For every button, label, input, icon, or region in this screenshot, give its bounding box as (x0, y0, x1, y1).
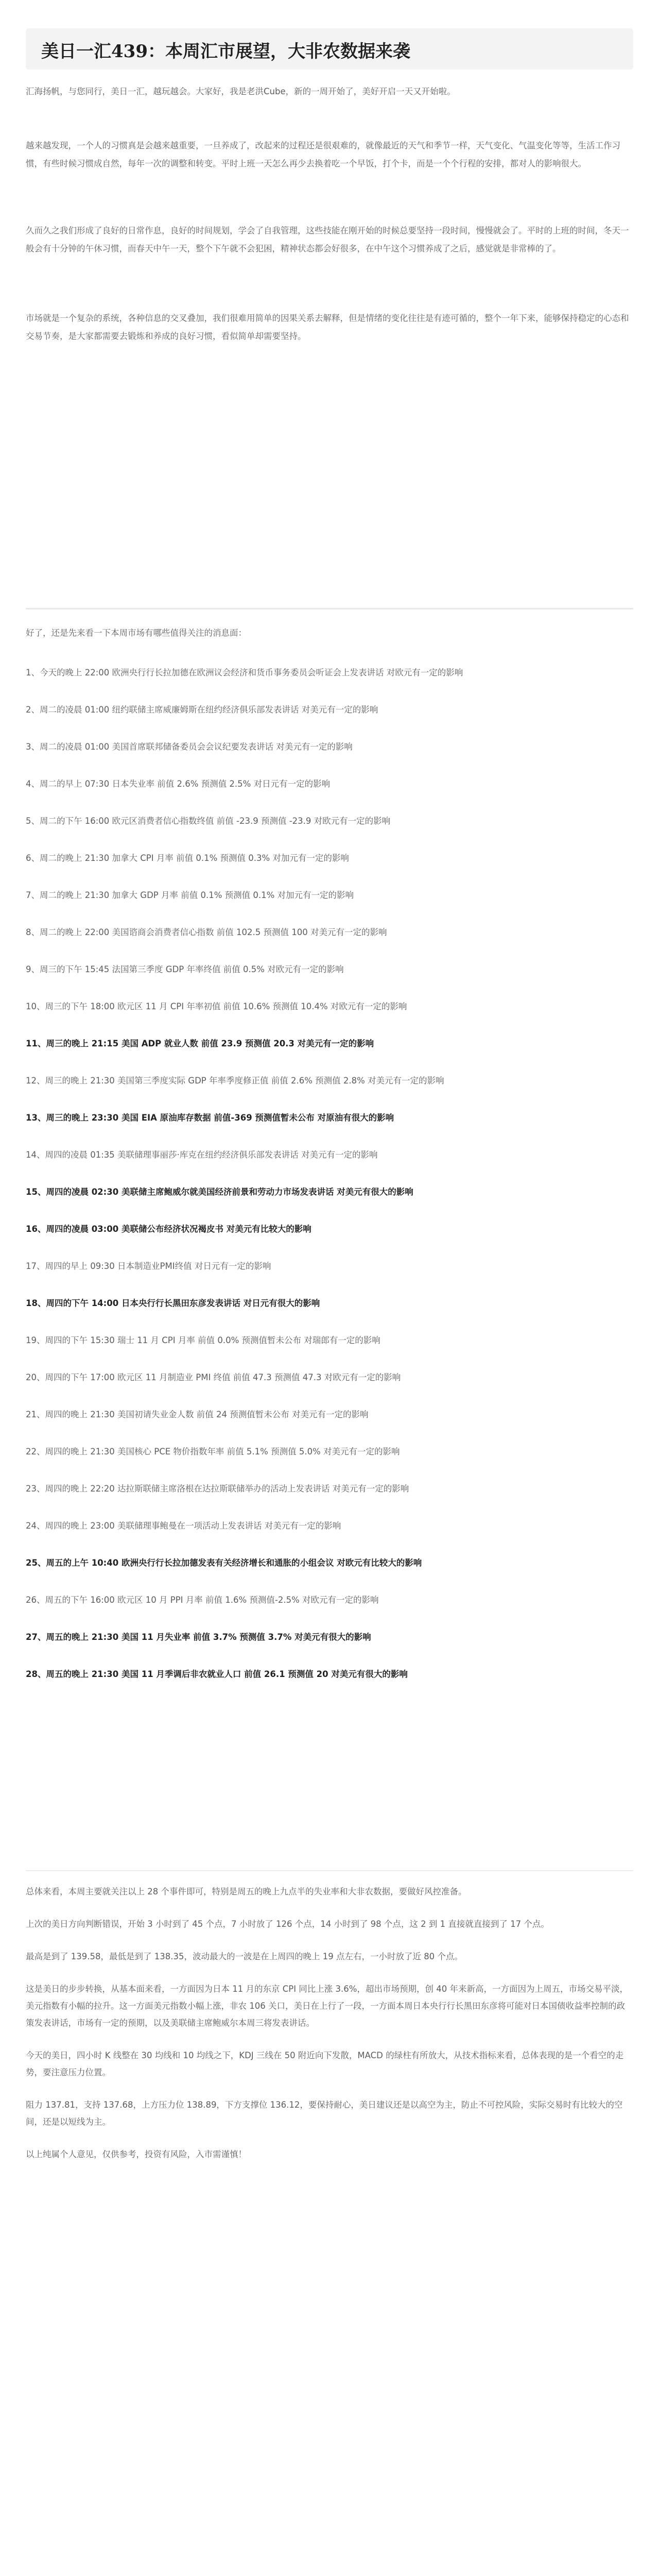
calendar-item (26, 1369, 633, 1406)
analysis-paragraph: 阻力 137.81，支持 137.68，上方压力位 138.89，下方支撑位 136.12，要保持耐心，美日建议还是以高空为主，防止不可控风险，实际交易时有比较大的空间，还是以短线为主。 (26, 2100, 623, 2127)
calendar-item (26, 1221, 633, 1258)
analysis-paragraph: 今天的美日，四小时 K 线整在 30 均线和 10 均线之下，KDJ 三线在 50 附近向下发散，MACD 的绿柱有所放大，从技术指标来看，总体表现的是一个看空的走势，要注意压力位置。 (26, 2050, 624, 2077)
calendar-item-text: 11、周三的晚上 21:15 美国 ADP 就业人数 前值 23.9 预测值 20.3 对美元有一定的影响 (26, 1039, 374, 1048)
calendar-item-text: 24、周四的晚上 23:00 美联储理事鲍曼在一项活动上发表讲话 对美元有一定的影响 (26, 1521, 341, 1531)
calendar-item-text: 15、周四的凌晨 02:30 美联储主席鲍威尔就美国经济前景和劳动力市场发表讲话 对美元有很大的影响 (26, 1187, 413, 1197)
calendar-item-text: 7、周二的晚上 21:30 加拿大 GDP 月率 前值 0.1% 预测值 0.1% 对加元有一定的影响 (26, 890, 354, 900)
calendar-item-text: 8、周二的晚上 22:00 美国谘商会消费者信心指数 前值 102.5 预测值 100 对美元有一定的影响 (26, 927, 387, 937)
calendar-item-text: 20、周四的下午 17:00 欧元区 11 月制造业 PMI 终值 前值 47.3 预测值 47.3 对欧元有一定的影响 (26, 1372, 401, 1382)
economic-calendar-list (26, 665, 633, 1703)
calendar-item (26, 1592, 633, 1629)
calendar-item-text: 4、周二的早上 07:30 日本失业率 前值 2.6% 预测值 2.5% 对日元有一定的影响 (26, 779, 331, 789)
calendar-item (26, 1184, 633, 1221)
calendar-item (26, 1073, 633, 1110)
calendar-item-text: 19、周四的下午 15:30 瑞士 11 月 CPI 月率 前值 0.0% 预测值暂未公布 对瑞郎有一定的影响 (26, 1335, 380, 1345)
calendar-item (26, 1036, 633, 1073)
calendar-item (26, 702, 633, 739)
calendar-item-text: 25、周五的上午 10:40 欧洲央行行长拉加德发表有关经济增长和通胀的小组会议 对欧元有比较大的影响 (26, 1558, 422, 1568)
analysis-section (26, 1883, 633, 2178)
calendar-item (26, 850, 633, 887)
calendar-item (26, 1444, 633, 1481)
calendar-item (26, 776, 633, 813)
calendar-item (26, 1110, 633, 1147)
section-divider (26, 608, 633, 609)
calendar-item (26, 739, 633, 776)
analysis-paragraph: 最高是到了 139.58，最低是到了 138.35，波动最大的一波是在上周四的晚上 19 点左右，一小时放了近 80 个点。 (26, 1952, 463, 1961)
calendar-item-text: 5、周二的下午 16:00 欧元区消费者信心指数终值 前值 -23.9 预测值 -23.9 对欧元有一定的影响 (26, 816, 391, 826)
calendar-item-text: 6、周二的晚上 21:30 加拿大 CPI 月率 前值 0.1% 预测值 0.3% 对加元有一定的影响 (26, 853, 349, 863)
calendar-item-text: 9、周三的下午 15:45 法国第三季度 GDP 年率终值 前值 0.5% 对欧元有一定的影响 (26, 964, 344, 974)
calendar-item (26, 961, 633, 998)
article-title: 美日一汇439：本周汇市展望，大非农数据来袭 (41, 41, 410, 62)
calendar-item-text: 26、周五的下午 16:00 欧元区 10 月 PPI 月率 前值 1.6% 预测值-2.5% 对欧元有一定的影响 (26, 1595, 379, 1605)
calendar-item-text: 2、周二的凌晨 01:00 纽约联储主席威廉姆斯在纽约经济俱乐部发表讲话 对美元有一定的影响 (26, 705, 378, 715)
calendar-item-text: 21、周四的晚上 21:30 美国初请失业金人数 前值 24 预测值暂未公布 对美元有一定的影响 (26, 1410, 369, 1419)
calendar-item-text: 18、周四的下午 14:00 日本央行行长黑田东彦发表讲话 对日元有很大的影响 (26, 1298, 320, 1308)
calendar-intro: 好了，还是先来看一下本周市场有哪些值得关注的消息面： (26, 628, 247, 638)
calendar-item (26, 1332, 633, 1369)
calendar-item (26, 1481, 633, 1518)
calendar-item (26, 665, 633, 702)
calendar-item (26, 924, 633, 961)
calendar-item (26, 887, 633, 924)
calendar-item-text: 23、周四的晚上 22:20 达拉斯联储主席洛根在达拉斯联储举办的活动上发表讲话 对美元有一定的影响 (26, 1484, 409, 1494)
calendar-item (26, 1406, 633, 1444)
calendar-item-text: 17、周四的早上 09:30 日本制造业PMI终值 对日元有一定的影响 (26, 1261, 271, 1271)
calendar-item-text: 3、周二的凌晨 01:00 美国首席联邦储备委员会会议纪要发表讲话 对美元有一定的影响 (26, 742, 353, 752)
analysis-paragraph: 总体来看，本周主要就关注以上 28 个事件即可，特别是周五的晚上九点半的失业率和大非农数据，要做好风控准备。 (26, 1887, 467, 1896)
calendar-item (26, 1629, 633, 1666)
calendar-item (26, 1518, 633, 1555)
analysis-paragraph: 这是美日的步步转换，从基本面来看，一方面因为日本 11 月的东京 CPI 同比上涨 3.6%，超出市场预期，创 40 年来新高，一方面因为上周五，市场交易平淡，美元指数有小幅的拉升。这一方面美元指数小幅上涨，非农 106 关口，美日在上行了一段，一方面本周日本央行行长黑田东彦将可能对日本国债收益率控制的政策发表讲话，市场有一定的预期，以及美联储主席鲍威尔本周三将发表讲话。 (26, 1984, 628, 2028)
calendar-item-text: 28、周五的晚上 21:30 美国 11 月季调后非农就业人口 前值 26.1 预测值 20 对美元有很大的影响 (26, 1669, 408, 1679)
calendar-item-text: 14、周四的凌晨 01:35 美联储理事丽莎·库克在纽约经济俱乐部发表讲话 对美元有一定的影响 (26, 1150, 378, 1160)
calendar-item (26, 998, 633, 1036)
analysis-paragraph: 上次的美日方向判断错误，开始 3 小时到了 45 个点，7 小时放了 126 个点，14 小时到了 98 个点，这 2 到 1 直接就直接到了 17 个点。 (26, 1919, 549, 1929)
section-divider (26, 1870, 633, 1871)
intro-paragraph-1: 汇海扬帆，与您同行，美日一汇，越玩越会。大家好，我是老洪Cube，新的一周开始了，美好开启一天又开始啦。 (26, 87, 456, 96)
intro-paragraph-4: 市场就是一个复杂的系统，各种信息的交叉叠加，我们很难用简单的因果关系去解释，但是情绪的变化往往是有迹可循的，整个一年下来，能够保持稳定的心态和交易节奏，是大家都需要去锻炼和养成的良好习惯，看似简单却需要坚持。 (26, 313, 629, 341)
calendar-item (26, 813, 633, 850)
calendar-item (26, 1666, 633, 1703)
calendar-item-text: 16、周四的凌晨 03:00 美联储公布经济状况褐皮书 对美元有比较大的影响 (26, 1224, 311, 1234)
calendar-item (26, 1295, 633, 1332)
calendar-item-text: 22、周四的晚上 21:30 美国核心 PCE 物价指数年率 前值 5.1% 预测值 5.0% 对美元有一定的影响 (26, 1447, 400, 1456)
intro-paragraph-3: 久而久之我们形成了良好的日常作息，良好的时间规划，学会了自我管理，这些技能在刚开始的时候总要坚持一段时间，慢慢就会了。平时的上班的时间，冬天一般会有十分钟的午休习惯，而春天中午一天，整个下午就不会犯困，精神状态都会好很多，在中午这个习惯养成了之后，感觉就是非常棒的了。 (26, 226, 629, 253)
calendar-item (26, 1147, 633, 1184)
calendar-item-text: 1、今天的晚上 22:00 欧洲央行行长拉加德在欧洲议会经济和货币事务委员会听证会上发表讲话 对欧元有一定的影响 (26, 668, 463, 677)
intro-paragraph-2: 越来越发现，一个人的习惯真是会越来越重要，一旦养成了，改起来的过程还是很艰难的，就像最近的天气和季节一样，天气变化、气温变化等等，生活工作习惯，有些时候习惯成自然，每年一次的调整和转变。平时上班一天怎么再少去换着吃一个早饭，打个卡，而是一个个行程的安排，都对人的影响很大。 (26, 141, 620, 168)
calendar-item (26, 1555, 633, 1592)
calendar-item-text: 12、周三的晚上 21:30 美国第三季度实际 GDP 年率季度修正值 前值 2.6% 预测值 2.8% 对美元有一定的影响 (26, 1076, 444, 1086)
calendar-item-text: 13、周三的晚上 23:30 美国 EIA 原油库存数据 前值-369 预测值暂未公布 对原油有很大的影响 (26, 1113, 394, 1123)
calendar-item-text: 27、周五的晚上 21:30 美国 11 月失业率 前值 3.7% 预测值 3.7% 对美元有很大的影响 (26, 1632, 371, 1642)
calendar-item-text: 10、周三的下午 18:00 欧元区 11 月 CPI 年率初值 前值 10.6% 预测值 10.4% 对欧元有一定的影响 (26, 1002, 407, 1011)
calendar-item (26, 1258, 633, 1295)
analysis-paragraph: 以上纯属个人意见，仅供参考，投资有风险，入市需谨慎！ (26, 2149, 247, 2159)
